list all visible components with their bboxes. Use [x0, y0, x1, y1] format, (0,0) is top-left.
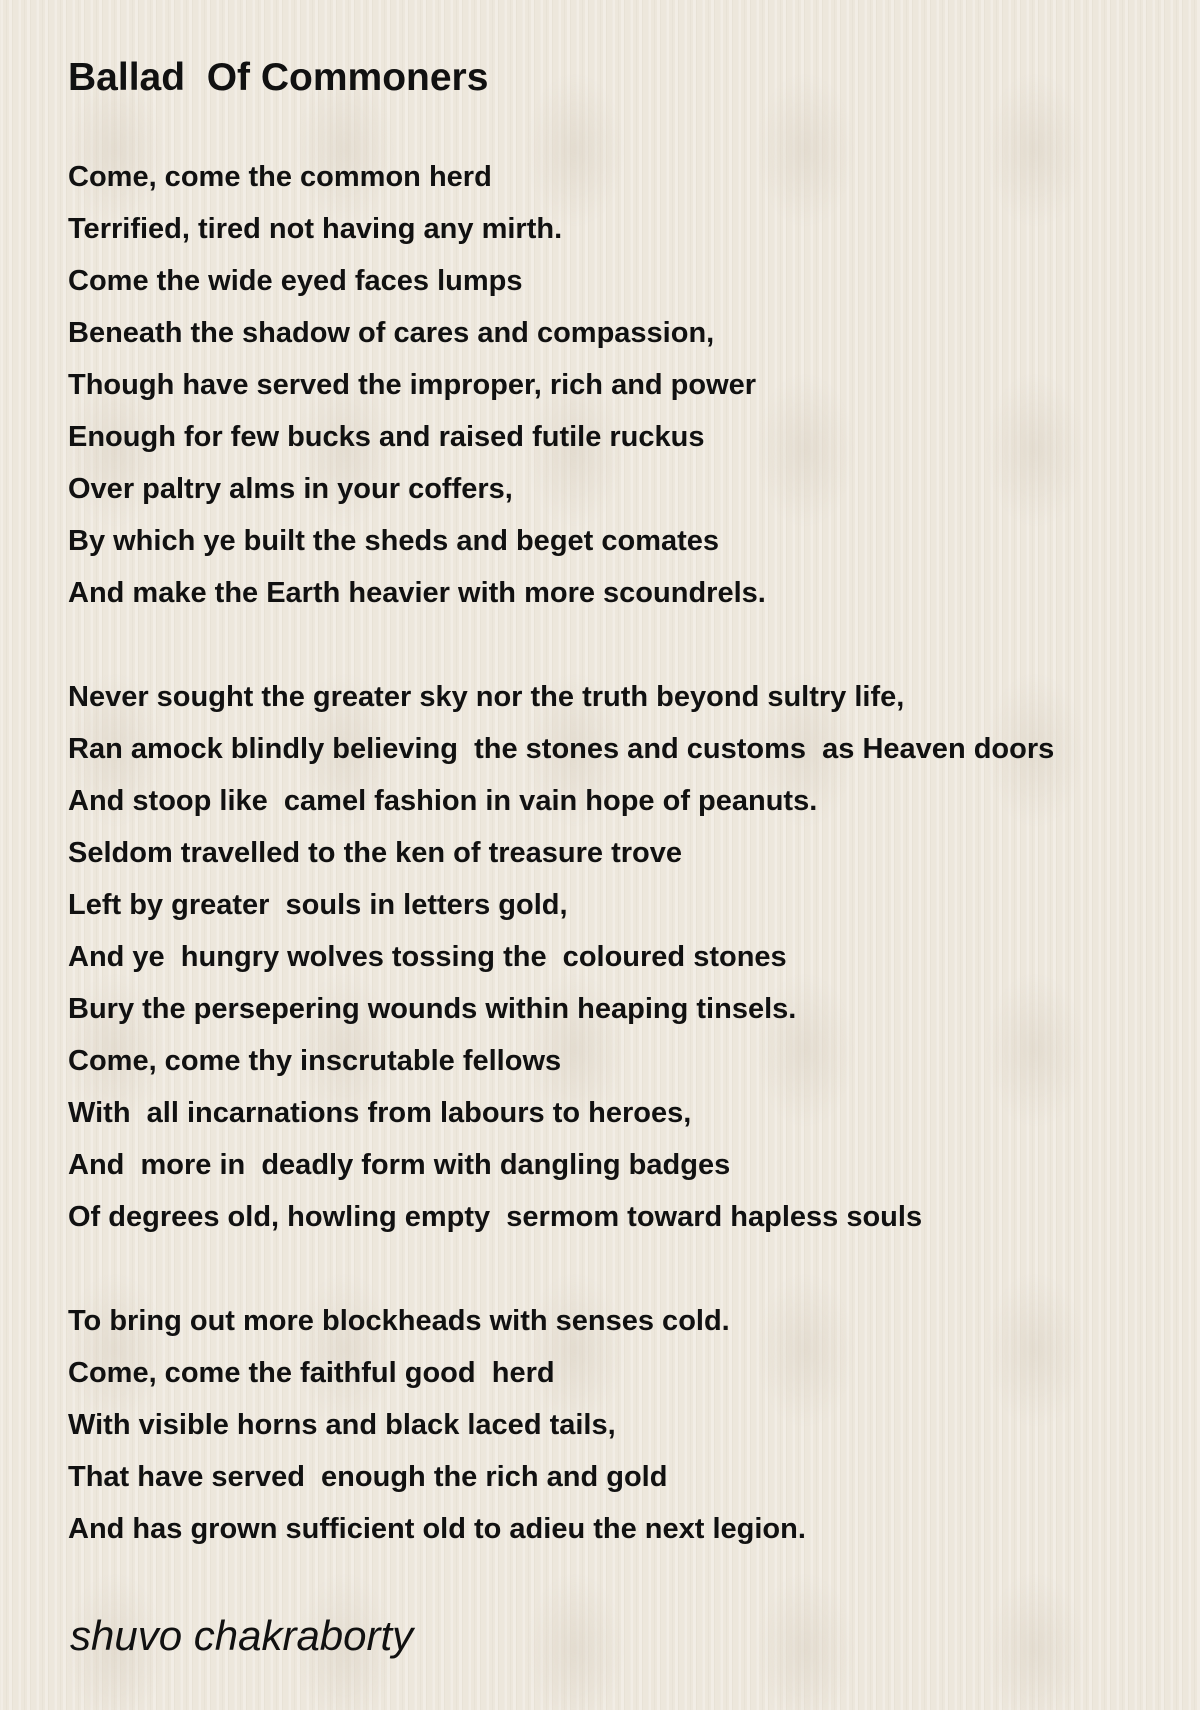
poem-author: shuvo chakraborty	[70, 1612, 414, 1659]
poem-line: Come, come the common herd	[68, 161, 492, 193]
poem-line: And ye hungry wolves tossing the coloured stones	[68, 941, 787, 973]
poem-line: By which ye built the sheds and beget comates	[68, 525, 720, 557]
poem-line: And more in deadly form with dangling badges	[68, 1149, 731, 1181]
poem-line: Never sought the greater sky nor the truth beyond sultry life,	[68, 681, 905, 713]
poem-line: Come, come thy inscrutable fellows	[68, 1045, 562, 1077]
poem-line: Seldom travelled to the ken of treasure trove	[68, 837, 683, 869]
poem-line: With visible horns and black laced tails,	[68, 1409, 616, 1441]
poem-line: Of degrees old, howling empty sermom toward hapless souls	[68, 1201, 923, 1233]
poem-line: Enough for few bucks and raised futile ruckus	[68, 421, 705, 453]
stanza-1	[68, 151, 1178, 619]
poem-line: And has grown sufficient old to adieu the next legion.	[68, 1513, 806, 1545]
poem-line: Left by greater souls in letters gold,	[68, 889, 568, 921]
poem-line: Come the wide eyed faces lumps	[68, 265, 523, 297]
poem-line: Ran amock blindly believing the stones and customs as Heaven doors	[68, 733, 1055, 765]
poem-line: Over paltry alms in your coffers,	[68, 473, 513, 505]
poem-body	[68, 151, 1178, 1607]
poem-line: To bring out more blockheads with senses cold.	[68, 1305, 730, 1337]
poem-line: That have served enough the rich and gold	[68, 1461, 668, 1493]
poem-line: Beneath the shadow of cares and compassion,	[68, 317, 715, 349]
poem-title: Ballad Of Commoners	[68, 56, 489, 99]
stanza-2	[68, 671, 1178, 1243]
poem-line: And make the Earth heavier with more scoundrels.	[68, 577, 766, 609]
poem-line: Bury the persepering wounds within heaping tinsels.	[68, 993, 797, 1025]
poem-line: Terrified, tired not having any mirth.	[68, 213, 563, 245]
poem-line: Come, come the faithful good herd	[68, 1357, 555, 1389]
poem-line: With all incarnations from labours to heroes,	[68, 1097, 692, 1129]
stanza-3	[68, 1295, 1178, 1555]
poem-line: And stoop like camel fashion in vain hope of peanuts.	[68, 785, 818, 817]
poem-line: Though have served the improper, rich and power	[68, 369, 757, 401]
